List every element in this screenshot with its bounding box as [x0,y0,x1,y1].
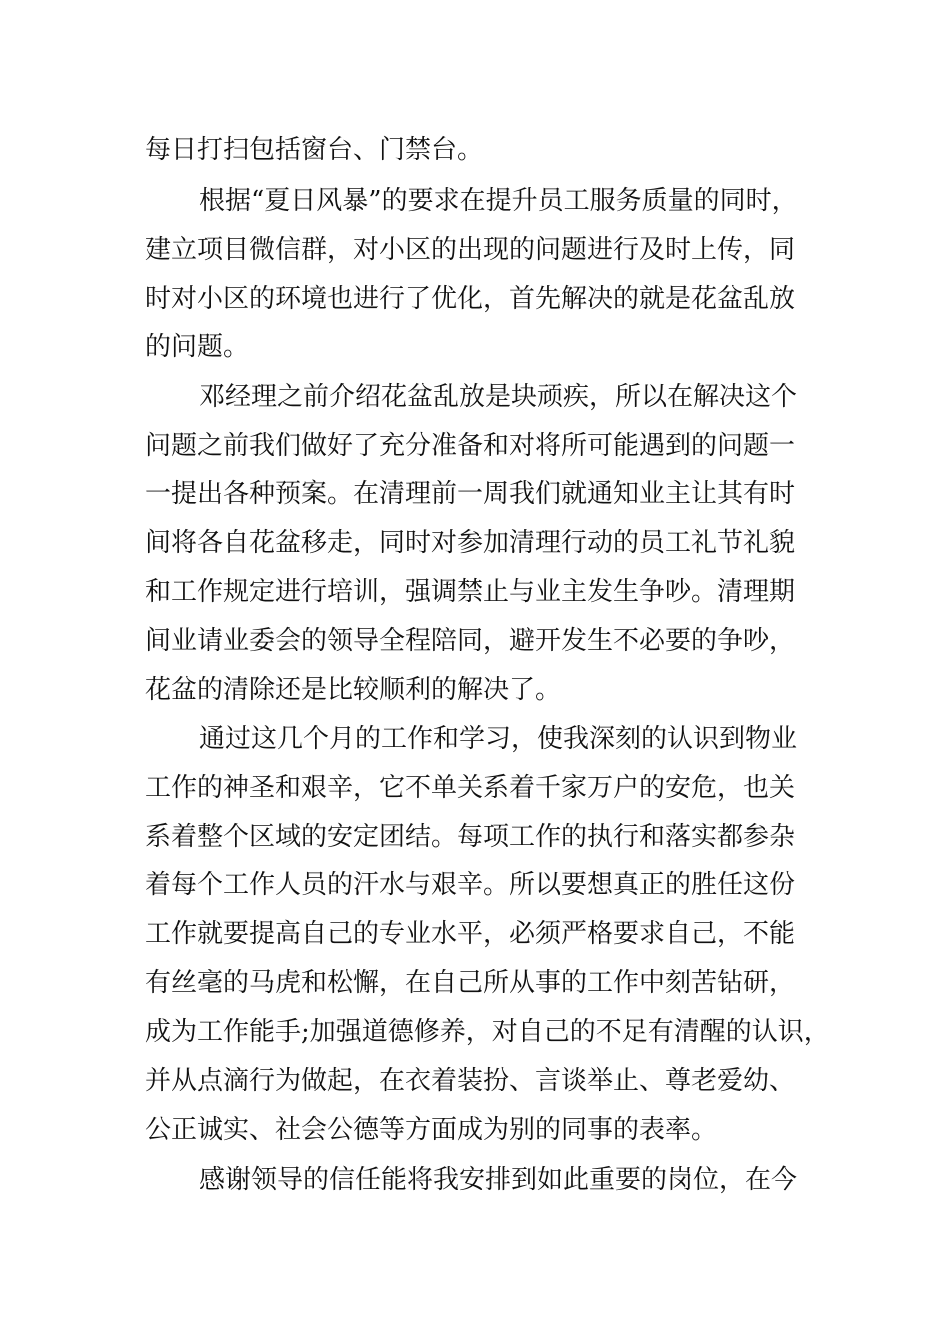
text-line: 每日打扫包括窗台、门禁台。 [145,135,484,165]
text-line: 问题之前我们做好了充分准备和对将所可能遇到的问题一 [145,431,796,461]
text-line: 建立项目微信群，对小区的出现的问题进行及时上传，同 [145,235,796,265]
text-line: 和工作规定进行培训，强调禁止与业主发生争吵。清理期 [145,577,796,607]
text-line: 一提出各种预案。在清理前一周我们就通知业主让其有时 [145,479,796,509]
text-line: 工作就要提高自己的专业水平，必须严格要求自己，不能 [145,919,796,949]
text-line: 间业请业委会的领导全程陪同，避开发生不必要的争吵， [145,626,796,656]
text-line: 着每个工作人员的汗水与艰辛。所以要想真正的胜任这份 [145,870,796,900]
paragraph-first-line: 通过这几个月的工作和学习，使我深刻的认识到物业 [199,724,798,754]
text-line: 的问题。 [145,332,250,362]
text-line: 有丝毫的马虎和松懈，在自己所从事的工作中刻苦钻研， [145,968,796,998]
text-line: 公正诚实、社会公德等方面成为别的同事的表率。 [145,1115,718,1145]
paragraph-first-line: 邓经理之前介绍花盆乱放是块顽疾，所以在解决这个 [199,382,798,412]
paragraph-first-line: 感谢领导的信任能将我安排到如此重要的岗位，在今 [199,1165,798,1195]
text-line: 花盆的清除还是比较顺利的解决了。 [145,675,562,705]
text-line: 间将各自花盆移走，同时对参加清理行动的员工礼节礼貌 [145,528,796,558]
text-line: 成为工作能手;加强道德修养，对自己的不足有清醒的认识， [145,1017,830,1047]
text-line: 工作的神圣和艰辛，它不单关系着千家万户的安危，也关 [145,773,796,803]
text-line: 时对小区的环境也进行了优化，首先解决的就是花盆乱放 [145,284,796,314]
paragraph-first-line: 根据“夏日风暴”的要求在提升员工服务质量的同时， [199,186,798,216]
text-line: 系着整个区域的安定团结。每项工作的执行和落实都参杂 [145,822,796,852]
text-line: 并从点滴行为做起，在衣着装扮、言谈举止、尊老爱幼、 [145,1066,796,1096]
